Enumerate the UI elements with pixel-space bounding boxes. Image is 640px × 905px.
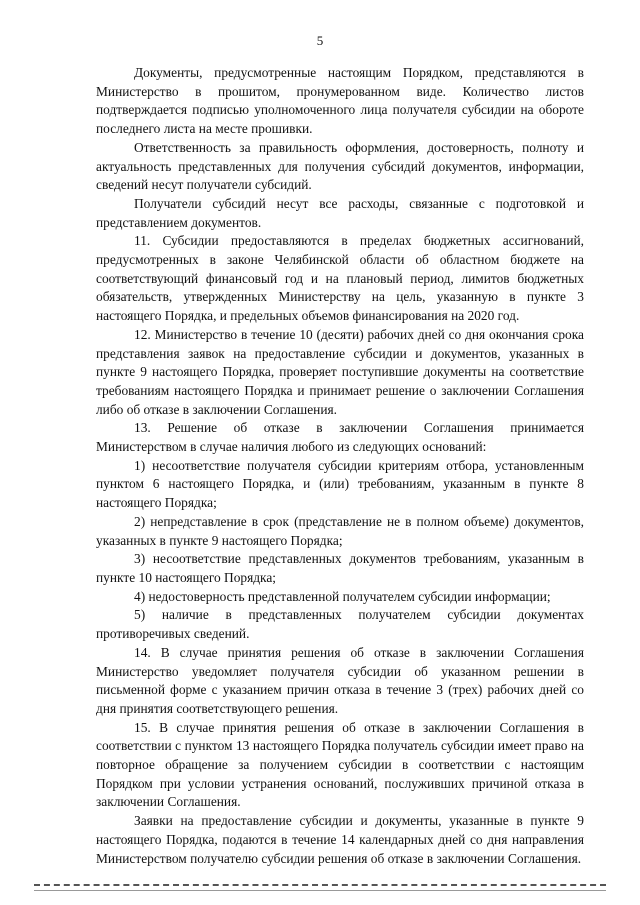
document-body (96, 64, 584, 868)
scan-edge-line-secondary (34, 890, 606, 891)
paragraph-item-15: 15. В случае принятия решения об отказе в заключении Соглашения в соответствии с пунктом 13 настоящего Порядка получатель субсидии имеет право на повторное обращение за получением субсидии в соответствии с настоящим Порядком при условии устранения оснований, послуживших причиной отказа в заключении Соглашения. (96, 719, 584, 810)
list-item-13-4: 4) недостоверность представленной получателем субсидии информации; (134, 588, 551, 604)
page-number: 5 (316, 33, 324, 48)
list-item-13-2: 2) непредставление в срок (представление не в полном объеме) документов, указанных в пункте 9 настоящего Порядка; (96, 513, 584, 548)
list-item-13-3: 3) несоответствие представленных документов требованиям, указанным в пункте 10 настоящего Порядка; (96, 551, 584, 585)
paragraph-item-13: 13. Решение об отказе в заключении Соглашения принимается Министерством в случае наличия любого из следующих оснований: (96, 420, 584, 455)
list-item-13-5: 5) наличие в представленных получателем субсидии документах противоречивых сведений. (96, 607, 584, 642)
scan-edge-line (34, 884, 606, 886)
paragraph-resubmission: Заявки на предоставление субсидии и документы, указанные в пункте 9 настоящего Порядка, подаются в течение 14 календарных дней со дня направления Министерством получателю субсидии решения об отказе в заключении Соглашения. (96, 813, 584, 866)
paragraph-responsibility: Ответственность за правильность оформления, достоверность, полноту и актуальность представленных для получения субсидий документов, информации, сведений несут получатели субсидий. (96, 139, 584, 193)
paragraph-item-14: 14. В случае принятия решения об отказе в заключении Соглашения Министерство уведомляет получателя субсидии об указанном решении в письменной форме с указанием причин отказа в течение 3 (трех) рабочих дней со дня принятия соответствующего решения. (96, 644, 584, 716)
paragraph-expenses: Получатели субсидий несут все расходы, связанные с подготовкой и представлением документов. (96, 195, 584, 230)
list-item-13-1: 1) несоответствие получателя субсидии критериям отбора, установленным пунктом 6 настоящего Порядка, и (или) требованиям, указанным в пункте 8 настоящего Порядка; (96, 457, 584, 511)
paragraph-item-11: 11. Субсидии предоставляются в пределах бюджетных ассигнований, предусмотренных в законе Челябинской области об областном бюджете на соответствующий финансовый год и на плановый период, лимитов бюджетных обязательств, утвержденных Министерству на цель, указанную в пункте 3 настоящего Порядка, и предельных объемов финансирования на 2020 год. (96, 233, 584, 324)
paragraph-item-12: 12. Министерство в течение 10 (десяти) рабочих дней со дня окончания срока представления заявок на предоставление субсидии и документов, указанных в пункте 9 настоящего Порядка, проверяет поступившие документы на соответствие требованиям настоящего Порядка и принимает решение о заключении Соглашения либо об отказе в заключении Соглашения. (96, 326, 584, 417)
paragraph-documents-bound: Документы, предусмотренные настоящим Порядком, представляются в Министерство в прошитом, пронумерованном виде. Количество листов подтверждается подписью уполномоченного лица получателя субсидии на обороте последнего листа на месте прошивки. (96, 65, 584, 137)
